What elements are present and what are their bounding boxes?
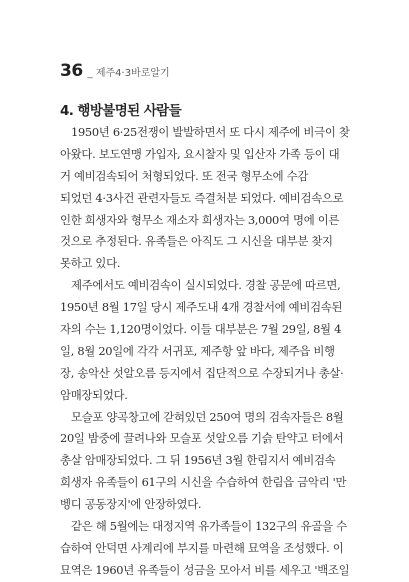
text-line: 모슬포 양곡창고에 갇혀있던 250여 명의 검속자들은 8월 <box>71 409 344 424</box>
section-title: 4. 행방불명된 사람들 <box>60 103 182 119</box>
text-line: 되었던 4·3사건 관련자들도 즉결처분 되었다. 예비검속으로 <box>60 190 344 205</box>
body-text <box>60 122 357 582</box>
text-line: 묘역은 1960년 유족들이 성금을 모아서 비를 세우고 '백조일 <box>60 562 350 577</box>
text-line: 못하고 있다. <box>60 256 121 271</box>
text-line: 자의 수는 1,120명이었다. 이들 대부분은 7월 29일, 8월 4 <box>60 322 342 337</box>
text-line: 암매장되었다. <box>60 387 128 402</box>
running-title: _ 제주4·3바로알기 <box>87 68 170 79</box>
text-line: 습하여 안덕면 사계리에 부지를 마련해 묘역을 조성했다. 이 <box>60 540 344 555</box>
text-line: 거 예비검속되어 처형되었다. 또 전국 형무소에 수감 <box>60 168 309 183</box>
text-line: 제주에서도 예비검속이 실시되었다. 경찰 공문에 따르면, <box>71 278 341 293</box>
text-line: 20일 밤중에 끌려나와 모슬포 섯알오름 기슭 탄약고 터에서 <box>60 431 344 446</box>
text-line: 총살 암매장되었다. 그 뒤 1956년 3월 한림지서 예비검속 <box>60 453 336 468</box>
text-line: 벵디 공동장지'에 안장하였다. <box>60 497 202 512</box>
text-line: 장, 송악산 섯알오름 등지에서 집단적으로 수장되거나 총살· <box>60 365 344 380</box>
text-line: 아왔다. 보도연맹 가입자, 요시찰자 및 입산자 가족 등이 대 <box>60 146 340 161</box>
text-line: 인한 희생자와 형무소 재소자 희생자는 3,000여 명에 이른 <box>60 212 340 227</box>
page-number: 36 <box>60 61 83 81</box>
text-line: 1950년 6·25전쟁이 발발하면서 또 다시 제주에 비극이 찾 <box>71 125 350 139</box>
text-line: 1950년 8월 17일 당시 제주도내 4개 경찰서에 예비검속된 <box>60 300 343 315</box>
text-line: 일, 8월 20일에 각각 서귀포, 제주항 앞 바다, 제주읍 비행 <box>60 343 335 358</box>
text-line: 것으로 추정된다. 유족들은 아직도 그 시신을 대부분 찾지 <box>60 234 333 249</box>
text-line: 희생자 유족들이 61구의 시신을 수습하여 한림읍 금악리 '만 <box>60 475 347 490</box>
text-line: 같은 해 5월에는 대정지역 유가족들이 132구의 유골을 수 <box>71 519 347 534</box>
page-header <box>60 61 170 81</box>
